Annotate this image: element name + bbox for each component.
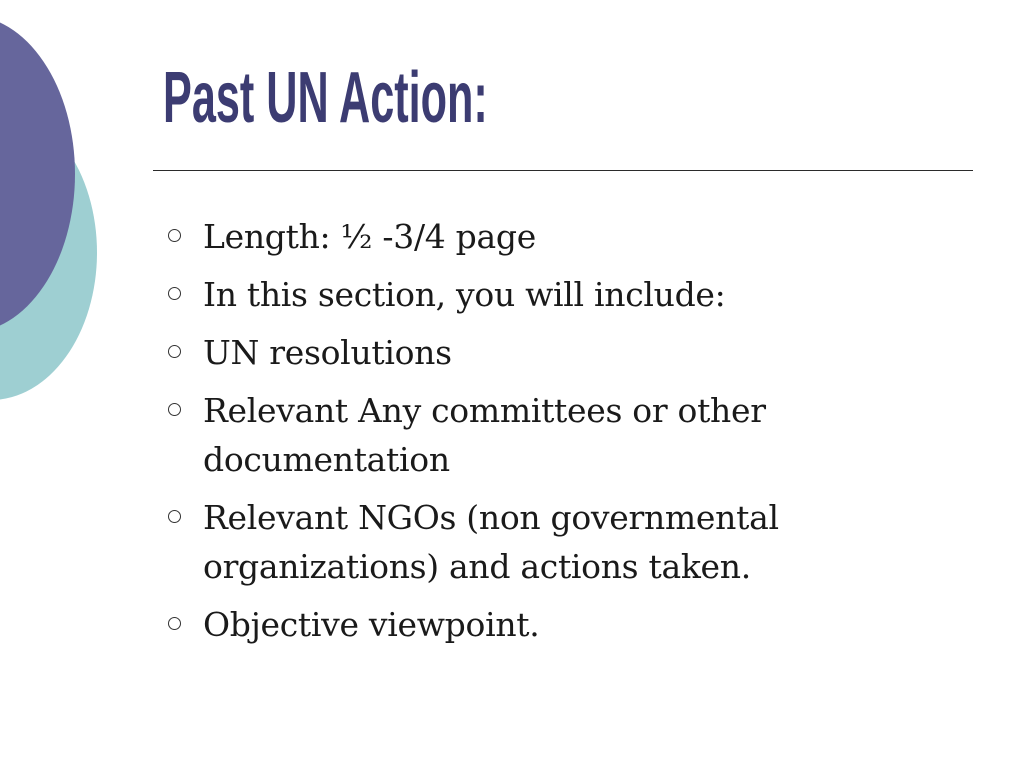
circle-bullet-icon [168,229,181,242]
bullet-list [163,212,863,658]
bullet-text: In this section, you will include: [203,275,726,314]
bullet-text: Relevant Any committees or other documentation [203,391,766,479]
bullet-item [163,386,863,484]
circle-bullet-icon [168,403,181,416]
bullet-text: Length: ½ -3/4 page [203,217,536,256]
circle-bullet-icon [168,345,181,358]
bullet-text: Relevant NGOs (non governmental organizations) and actions taken. [203,498,779,586]
bullet-item [163,328,863,377]
bullet-text: UN resolutions [203,333,452,372]
bullet-item [163,600,863,649]
bullet-item [163,493,863,591]
bullet-item [163,270,863,319]
slide-title: Past UN Action: [163,58,488,138]
circle-bullet-icon [168,287,181,300]
circle-bullet-icon [168,510,181,523]
circle-bullet-icon [168,617,181,630]
title-divider [153,170,973,171]
bullet-text: Objective viewpoint. [203,605,540,644]
bullet-item [163,212,863,261]
